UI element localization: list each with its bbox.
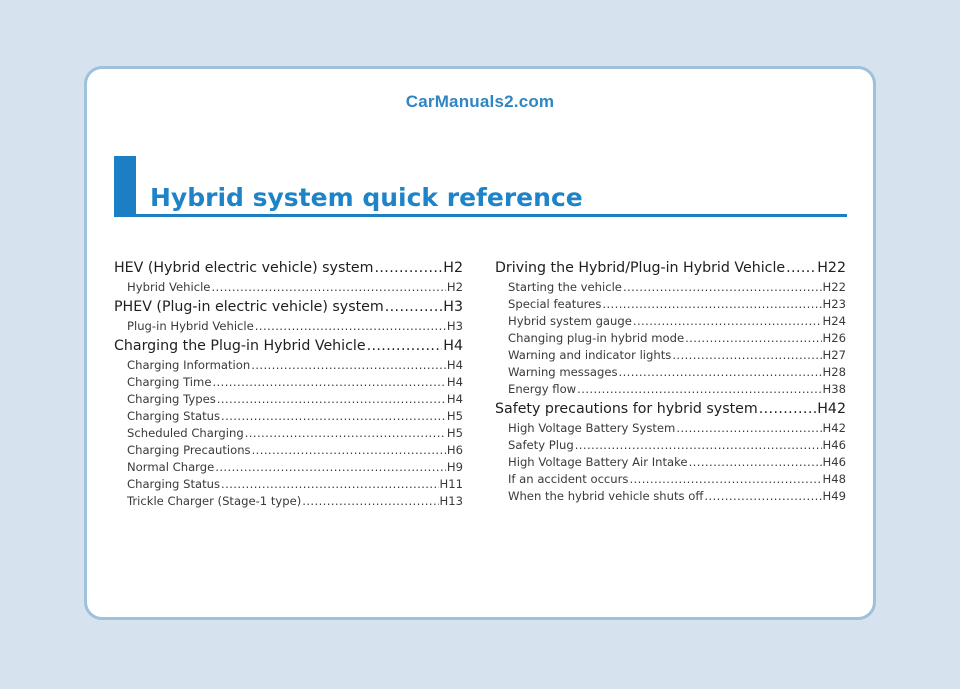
toc-page-number: H24 [822, 314, 846, 328]
toc-section-entry[interactable] [495, 398, 846, 420]
toc-subsection-entry[interactable] [495, 347, 846, 364]
toc-page-number: H38 [822, 382, 846, 396]
toc-page-number: H42 [817, 401, 846, 417]
toc-dot-leader [252, 442, 446, 459]
toc-page-number: H2 [443, 260, 463, 276]
toc-entry-label: When the hybrid vehicle shuts off [508, 489, 704, 503]
toc-subsection-entry[interactable] [114, 476, 463, 493]
toc-entry-label: Charging Status [127, 409, 221, 423]
watermark-text: CarManuals2.com [405, 92, 555, 111]
toc-dot-leader [255, 318, 446, 335]
toc-entry-label: Changing plug-in hybrid mode [508, 331, 685, 345]
toc-dot-leader [245, 425, 446, 442]
toc-subsection-entry[interactable] [495, 454, 846, 471]
toc-subsection-entry[interactable] [495, 296, 846, 313]
toc-dot-leader [215, 459, 446, 476]
toc-dot-leader [602, 296, 821, 313]
toc-dot-leader [367, 335, 443, 357]
toc-entry-label: Energy flow [508, 382, 577, 396]
toc-entry-label: High Voltage Battery Air Intake [508, 455, 688, 469]
toc-page-number: H5 [446, 409, 463, 423]
toc-section-entry[interactable] [114, 296, 463, 318]
toc-dot-leader [217, 391, 446, 408]
toc-subsection-entry[interactable] [114, 425, 463, 442]
toc-page-number: H4 [446, 358, 463, 372]
toc-dot-leader [672, 347, 821, 364]
toc-dot-leader [374, 257, 442, 279]
toc-entry-label: Hybrid Vehicle [127, 280, 211, 294]
toc-entry-label: HEV (Hybrid electric vehicle) system [114, 260, 374, 276]
toc-subsection-entry[interactable] [495, 381, 846, 398]
toc-subsection-entry[interactable] [114, 374, 463, 391]
toc-entry-label: PHEV (Plug-in electric vehicle) system [114, 299, 384, 315]
toc-dot-leader [251, 357, 446, 374]
toc-dot-leader [302, 493, 438, 510]
toc-entry-label: Warning messages [508, 365, 618, 379]
toc-entry-label: Safety Plug [508, 438, 574, 452]
toc-entry-label: Safety precautions for hybrid system [495, 401, 758, 417]
toc-subsection-entry[interactable] [495, 330, 846, 347]
toc-subsection-entry[interactable] [114, 318, 463, 335]
toc-entry-label: Trickle Charger (Stage-1 type) [127, 494, 302, 508]
toc-subsection-entry[interactable] [114, 459, 463, 476]
toc-subsection-entry[interactable] [114, 442, 463, 459]
toc-subsection-entry[interactable] [114, 357, 463, 374]
toc-page-number: H13 [439, 494, 463, 508]
toc-page-number: H48 [822, 472, 846, 486]
toc-page-number: H46 [822, 455, 846, 469]
toc-page-number: H3 [443, 299, 463, 315]
toc-page-number: H26 [822, 331, 846, 345]
toc-dot-leader [759, 398, 817, 420]
toc-dot-leader [619, 364, 822, 381]
toc-page-number: H4 [446, 392, 463, 406]
toc-page-number: H2 [446, 280, 463, 294]
toc-subsection-entry[interactable] [495, 488, 846, 505]
toc-page-number: H27 [822, 348, 846, 362]
toc-subsection-entry[interactable] [495, 437, 846, 454]
toc-subsection-entry[interactable] [114, 493, 463, 510]
toc-page-number: H28 [822, 365, 846, 379]
toc-entry-label: Driving the Hybrid/Plug-in Hybrid Vehicle [495, 260, 786, 276]
toc-entry-label: Hybrid system gauge [508, 314, 632, 328]
toc-section-entry[interactable] [114, 335, 463, 357]
toc-dot-leader [623, 279, 822, 296]
toc-left-column [114, 257, 463, 510]
toc-subsection-entry[interactable] [495, 364, 846, 381]
toc-dot-leader [385, 296, 443, 318]
toc-entry-label: Charging Information [127, 358, 251, 372]
toc-page-number: H4 [443, 338, 463, 354]
toc-page-number: H23 [822, 297, 846, 311]
toc-dot-leader [685, 330, 821, 347]
toc-entry-label: Charging Types [127, 392, 216, 406]
toc-page-number: H9 [446, 460, 463, 474]
toc-entry-label: Warning and indicator lights [508, 348, 672, 362]
toc-entry-label: If an accident occurs [508, 472, 629, 486]
toc-section-entry[interactable] [114, 257, 463, 279]
toc-page-number: H5 [446, 426, 463, 440]
toc-subsection-entry[interactable] [495, 420, 846, 437]
toc-page-number: H3 [446, 319, 463, 333]
toc-entry-label: High Voltage Battery System [508, 421, 676, 435]
toc-entry-label: Starting the vehicle [508, 280, 622, 294]
toc-dot-leader [575, 437, 822, 454]
toc-entry-label: Normal Charge [127, 460, 215, 474]
toc-dot-leader [633, 313, 822, 330]
toc-page-number: H22 [822, 280, 846, 294]
toc-subsection-entry[interactable] [495, 313, 846, 330]
title-accent-bar [114, 156, 136, 216]
toc-subsection-entry[interactable] [114, 279, 463, 296]
toc-dot-leader [676, 420, 821, 437]
toc-entry-label: Charging Status [127, 477, 221, 491]
toc-dot-leader [211, 279, 445, 296]
toc-entry-label: Charging the Plug-in Hybrid Vehicle [114, 338, 366, 354]
toc-subsection-entry[interactable] [114, 408, 463, 425]
toc-dot-leader [786, 257, 816, 279]
toc-dot-leader [704, 488, 821, 505]
toc-subsection-entry[interactable] [495, 471, 846, 488]
toc-entry-label: Scheduled Charging [127, 426, 244, 440]
toc-entry-label: Plug-in Hybrid Vehicle [127, 319, 254, 333]
toc-page-number: H6 [446, 443, 463, 457]
toc-dot-leader [629, 471, 821, 488]
title-divider [114, 214, 847, 217]
toc-entry-label: Special features [508, 297, 602, 311]
toc-page-number: H11 [439, 477, 463, 491]
toc-dot-leader [221, 476, 438, 493]
toc-entry-label: Charging Precautions [127, 443, 251, 457]
toc-subsection-entry[interactable] [114, 391, 463, 408]
toc-dot-leader [212, 374, 445, 391]
toc-page-number: H22 [817, 260, 846, 276]
toc-entry-label: Charging Time [127, 375, 212, 389]
toc-page-number: H42 [822, 421, 846, 435]
toc-page-number: H49 [822, 489, 846, 503]
toc-page-number: H4 [446, 375, 463, 389]
toc-dot-leader [221, 408, 446, 425]
toc-subsection-entry[interactable] [495, 279, 846, 296]
toc-dot-leader [577, 381, 821, 398]
toc-page-number: H46 [822, 438, 846, 452]
page-title: Hybrid system quick reference [150, 183, 583, 212]
toc-right-column [495, 257, 846, 505]
toc-dot-leader [689, 454, 822, 471]
toc-section-entry[interactable] [495, 257, 846, 279]
